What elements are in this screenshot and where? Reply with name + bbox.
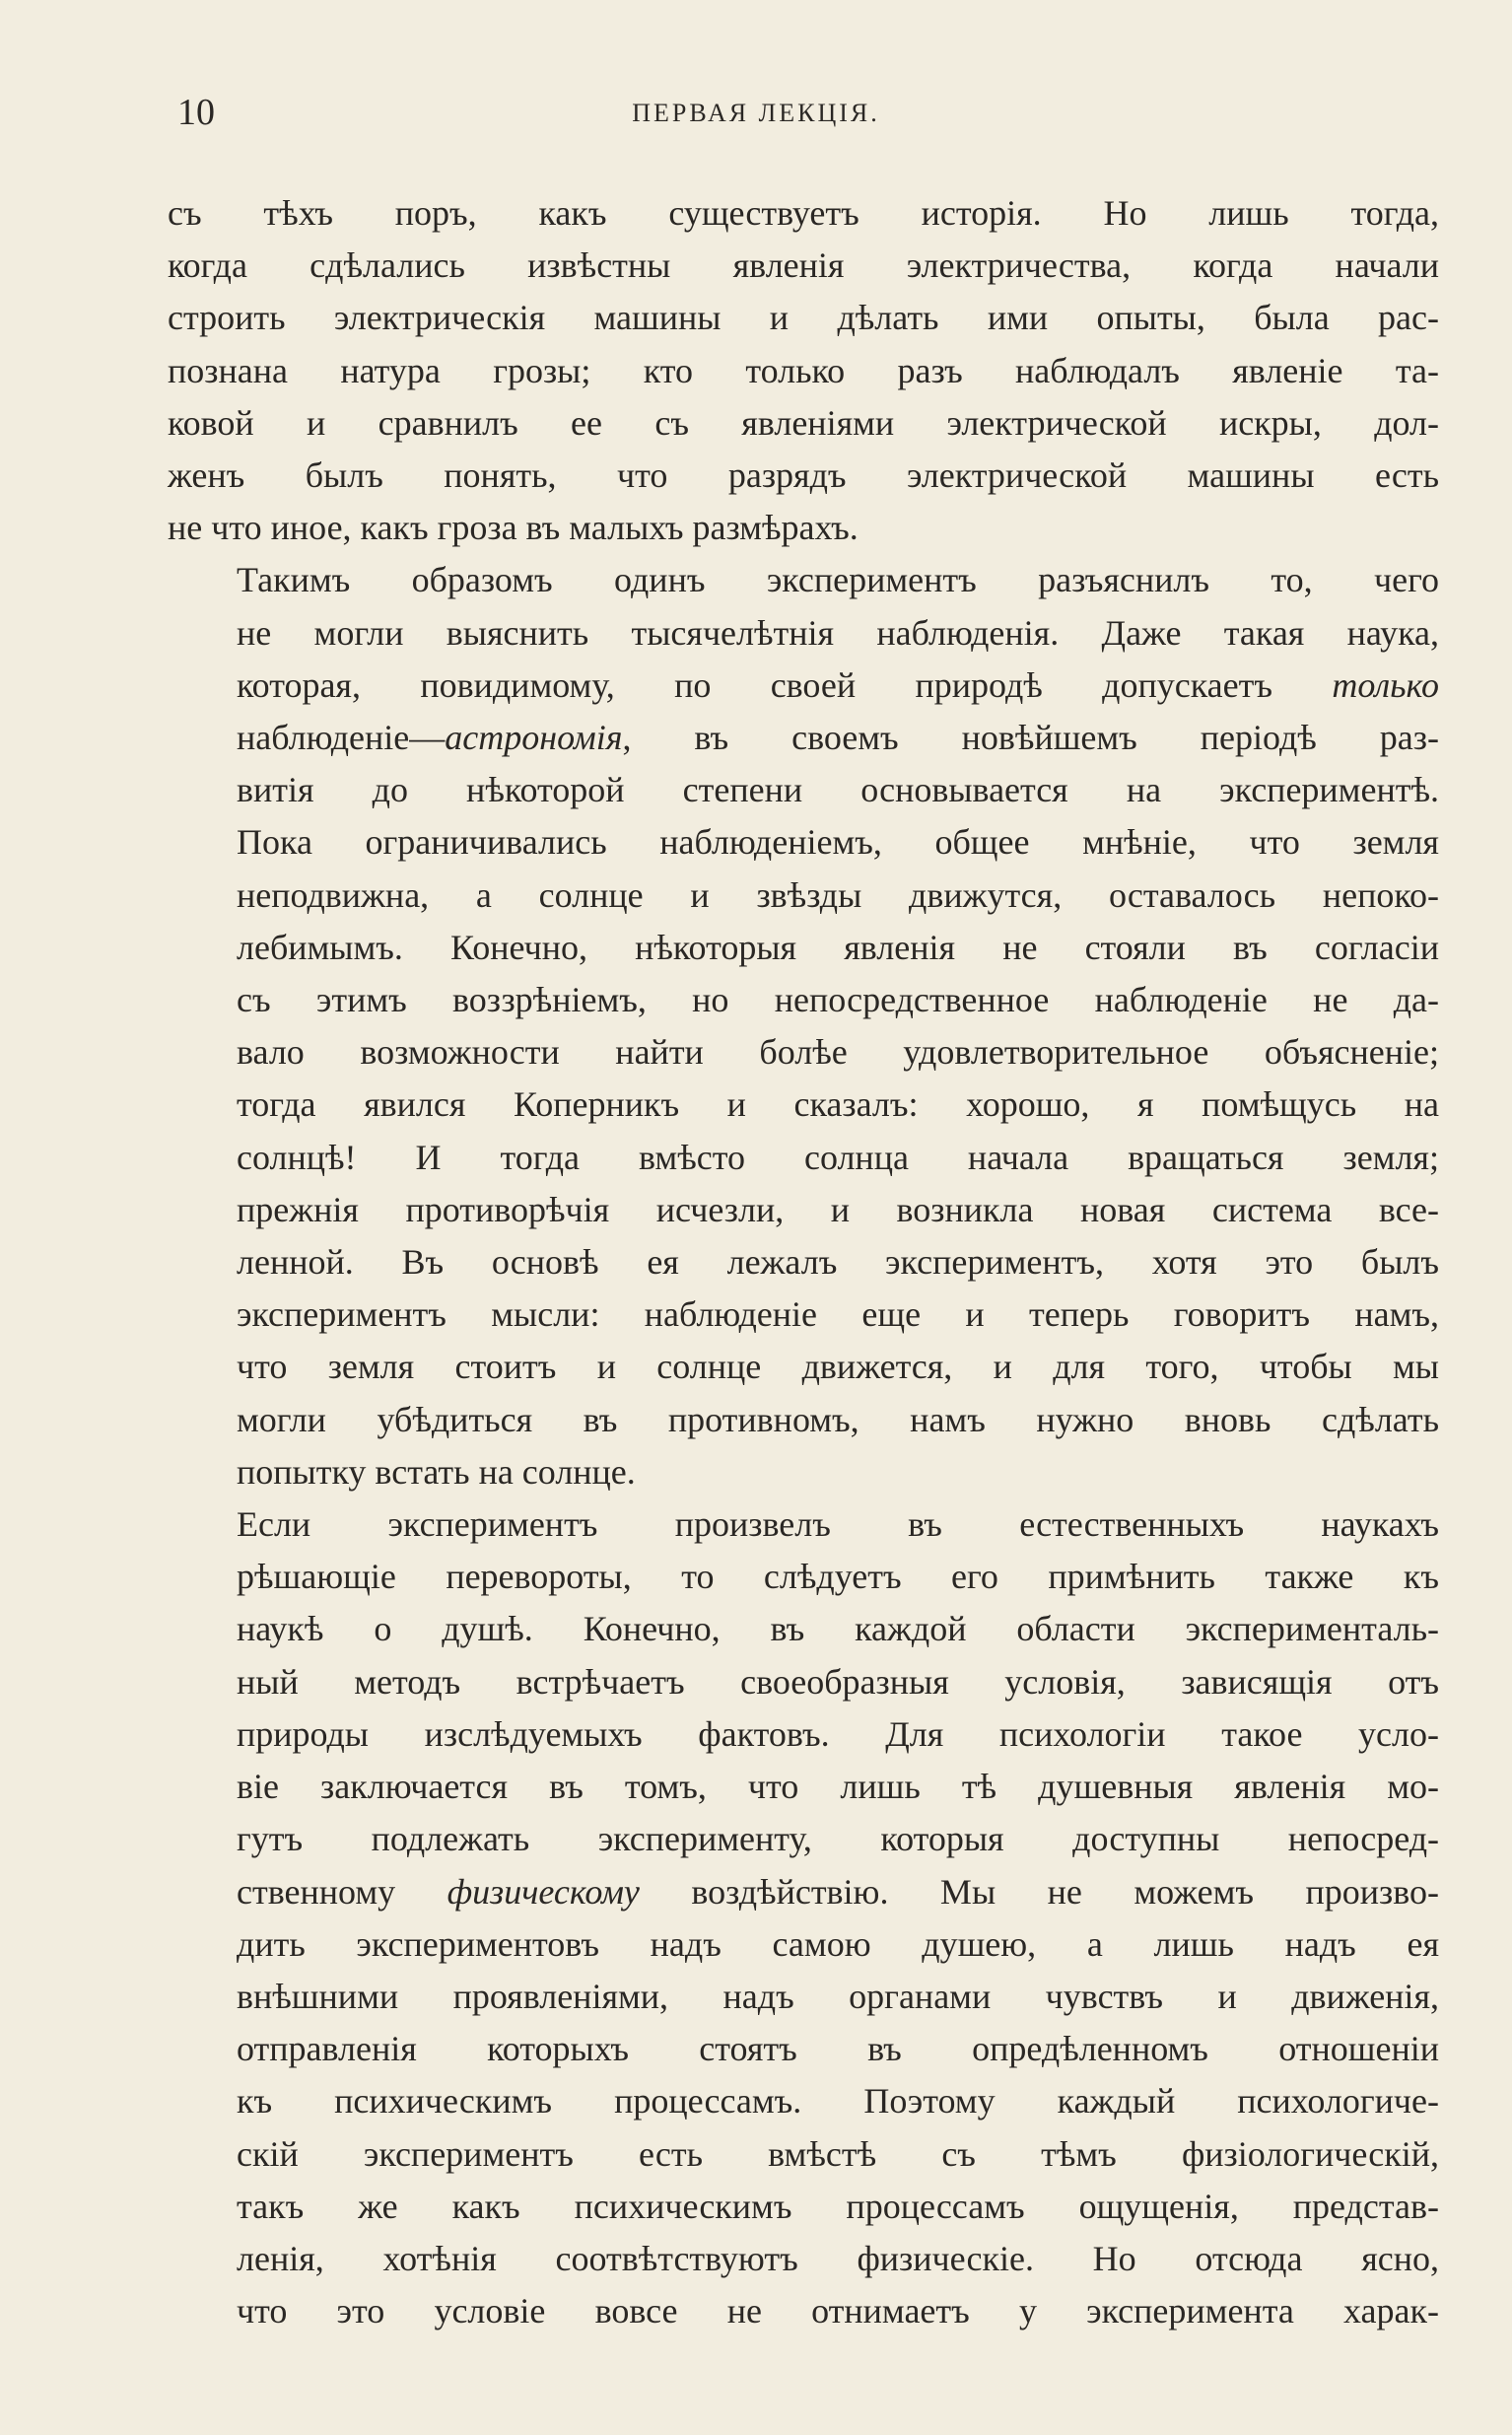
text-line: ственному физическому воздѣйствію. Мы не можемъ произво- bbox=[237, 1871, 1439, 1912]
text-line: Пока ограничивались наблюденіемъ, общее мнѣніе, что земля bbox=[237, 822, 1439, 863]
text-line: неподвижна, а солнце и звѣзды движутся, оставалось непоко- bbox=[237, 874, 1439, 915]
text-line: скій экспериментъ есть вмѣстѣ съ тѣмъ физіологическій, bbox=[237, 2133, 1439, 2174]
text-line: віе заключается въ томъ, что лишь тѣ душевныя явленія мо- bbox=[237, 1767, 1439, 1807]
text-line: природы изслѣдуемыхъ фактовъ. Для психологіи такое усло- bbox=[237, 1713, 1439, 1754]
text-line: что это условіе вовсе не отнимаетъ у эксперимента харак- bbox=[237, 2291, 1439, 2331]
text-line: экспериментъ мысли: наблюденіе еще и теперь говоритъ намъ, bbox=[237, 1294, 1439, 1335]
text-line: съ этимъ воззрѣніемъ, но непосредственное наблюденіе не да- bbox=[237, 980, 1439, 1020]
running-title: ПЕРВАЯ ЛЕКЦІЯ. bbox=[632, 99, 880, 127]
paragraph bbox=[168, 554, 1439, 1498]
text-line: которая, повидимому, по своей природѣ допускаетъ только bbox=[237, 664, 1439, 705]
paragraph bbox=[168, 1498, 1439, 2337]
text-line: наблюденіе—астрономія, въ своемъ новѣйшемъ періодѣ раз- bbox=[237, 718, 1439, 758]
text-line: могли убѣдиться въ противномъ, намъ нужно вновь сдѣлать bbox=[237, 1399, 1439, 1439]
text-line: ленной. Въ основѣ ея лежалъ экспериментъ, хотя это былъ bbox=[237, 1242, 1439, 1283]
text-line: лебимымъ. Конечно, нѣкоторыя явленія не стояли въ согласіи bbox=[237, 927, 1439, 967]
text-line: съ тѣхъ поръ, какъ существуетъ исторія. Но лишь тогда, bbox=[168, 193, 1439, 233]
text-line: рѣшающіе перевороты, то слѣдуетъ его примѣнить также къ bbox=[237, 1557, 1439, 1597]
text-line: витія до нѣкоторой степени основывается на экспериментѣ. bbox=[237, 770, 1439, 810]
text-line: не могли выяснить тысячелѣтнія наблюденія. Даже такая наука, bbox=[237, 612, 1439, 653]
text-line: гутъ подлежать эксперименту, которыя доступны непосред- bbox=[237, 1819, 1439, 1859]
paragraph bbox=[168, 187, 1439, 554]
text-line: прежнія противорѣчія исчезли, и возникла новая система все- bbox=[237, 1189, 1439, 1229]
text-line: солнцѣ! И тогда вмѣсто солнца начала вращаться земля; bbox=[237, 1137, 1439, 1177]
text-line: ковой и сравнилъ ее съ явленіями электрической искры, дол- bbox=[168, 402, 1439, 443]
text-line: познана натура грозы; кто только разъ наблюдалъ явленіе та- bbox=[168, 350, 1439, 390]
text-line: тогда явился Коперникъ и сказалъ: хорошо, я помѣщусь на bbox=[237, 1084, 1439, 1125]
page-number: 10 bbox=[177, 92, 215, 133]
text-line: вало возможности найти болѣе удовлетворительное объясненіе; bbox=[237, 1032, 1439, 1073]
text-line: когда сдѣлались извѣстны явленія электричества, когда начали bbox=[168, 245, 1439, 286]
body-text bbox=[168, 187, 1439, 2337]
emphasis: физическому bbox=[447, 1871, 640, 1912]
text-line: наукѣ о душѣ. Конечно, въ каждой области эксперименталь- bbox=[237, 1609, 1439, 1649]
text-line: попытку встать на солнце. bbox=[237, 1451, 636, 1492]
text-line: строить электрическія машины и дѣлать ими опыты, была рас- bbox=[168, 298, 1439, 338]
text-line: что земля стоитъ и солнце движется, и для того, чтобы мы bbox=[237, 1347, 1439, 1387]
text-line: такъ же какъ психическимъ процессамъ ощущенія, представ- bbox=[237, 2186, 1439, 2226]
text-line: не что иное, какъ гроза въ малыхъ размѣрахъ. bbox=[168, 508, 859, 548]
text-line: отправленія которыхъ стоятъ въ опредѣленномъ отношеніи bbox=[237, 2029, 1439, 2069]
text-line: женъ былъ понять, что разрядъ электрической машины есть bbox=[168, 455, 1439, 496]
text-line: къ психическимъ процессамъ. Поэтому каждый психологиче- bbox=[237, 2081, 1439, 2122]
text-line: Такимъ образомъ одинъ экспериментъ разъяснилъ то, чего bbox=[237, 560, 1439, 600]
text-line: Если экспериментъ произвелъ въ естественныхъ наукахъ bbox=[237, 1504, 1439, 1545]
text-line: дить экспериментовъ надъ самою душею, а лишь надъ ея bbox=[237, 1923, 1439, 1964]
emphasis: только bbox=[1332, 664, 1439, 705]
text-line: внѣшними проявленіями, надъ органами чувствъ и движенія, bbox=[237, 1976, 1439, 2016]
emphasis: астрономія bbox=[445, 718, 623, 758]
text-line: ленія, хотѣнія соотвѣтствуютъ физическіе. Но отсюда ясно, bbox=[237, 2238, 1439, 2278]
text-line: ный методъ встрѣчаетъ своеобразныя условія, зависящія отъ bbox=[237, 1661, 1439, 1702]
